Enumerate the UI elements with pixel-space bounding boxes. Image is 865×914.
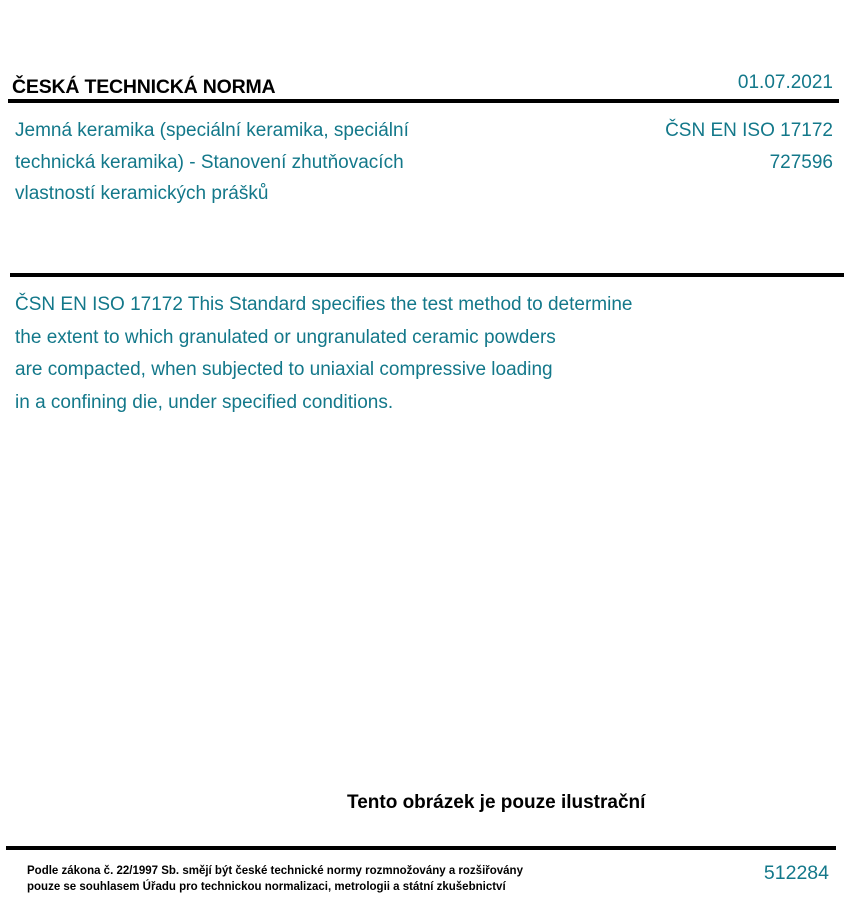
section-divider: [10, 273, 844, 277]
legal-notice: [27, 863, 627, 895]
abstract-line: the extent to which granulated or ungranulated ceramic powders: [15, 326, 556, 348]
footer-code: 512284: [763, 862, 829, 884]
catalog-number: 727596: [769, 151, 833, 173]
footer-divider: [6, 846, 836, 850]
standard-designation: ČSN EN ISO 17172: [665, 120, 833, 141]
header-divider: [8, 99, 839, 103]
legal-line: Podle zákona č. 22/1997 Sb. smějí být české technické normy rozmnožovány a rozšiřovány: [27, 865, 523, 877]
document-type-heading: ČESKÁ TECHNICKÁ NORMA: [12, 76, 276, 98]
standard-identifiers: [665, 115, 833, 178]
abstract-line: are compacted, when subjected to uniaxial compressive loading: [15, 359, 553, 380]
abstract-line: ČSN EN ISO 17172 This Standard specifies the test method to determine: [15, 294, 633, 315]
publication-date: 01.07.2021: [737, 72, 833, 93]
illustration-notice: Tento obrázek je pouze ilustrační: [347, 792, 646, 813]
legal-line: pouze se souhlasem Úřadu pro technickou normalizaci, metrologii a státní zkušebnictví: [27, 881, 506, 893]
title-line: Jemná keramika (speciální keramika, speciální: [15, 120, 409, 141]
title-line: technická keramika) - Stanovení zhutňovacích: [15, 151, 404, 173]
standard-title: [15, 115, 495, 210]
title-line: vlastností keramických prášků: [15, 183, 269, 204]
abstract-line: in a confining die, under specified conditions.: [15, 391, 394, 413]
standard-abstract: [15, 289, 735, 419]
